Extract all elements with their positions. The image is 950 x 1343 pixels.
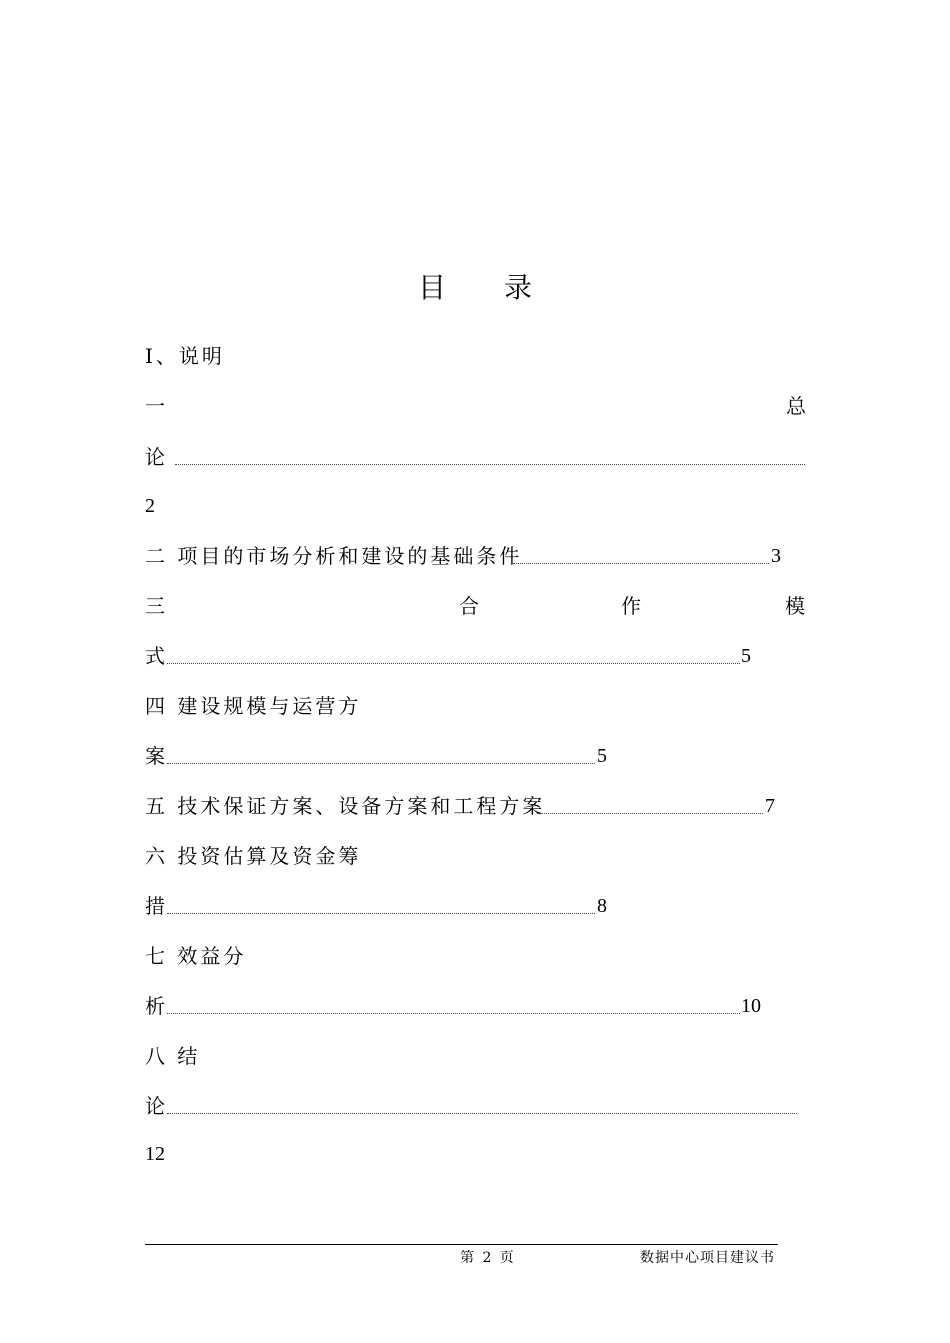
- toc-item-2[interactable]: [145, 542, 806, 570]
- toc-title: 目录: [417, 271, 590, 304]
- toc-item-3-page: 5: [741, 645, 751, 667]
- toc-item-3-row-b[interactable]: [145, 642, 806, 670]
- toc-item-1-row-b[interactable]: [145, 443, 806, 471]
- toc-item-8-tail: 论: [145, 1094, 165, 1118]
- toc-item-6-page: 8: [597, 895, 607, 917]
- toc-item-1-row-a[interactable]: [145, 392, 806, 420]
- toc-item-4-row-b[interactable]: [145, 742, 806, 770]
- toc-item-3-tail: 式: [145, 644, 165, 668]
- toc-item-6-tail: 措: [145, 894, 165, 918]
- toc-item-5-text: 五 技术保证方案、设备方案和工程方案: [145, 794, 546, 818]
- toc-item-2-text: 二 项目的市场分析和建设的基础条件: [145, 544, 523, 568]
- toc-item-3-number: 三: [145, 594, 165, 618]
- toc-item-8-page: 12: [145, 1143, 165, 1165]
- toc-item-7-page: 10: [741, 995, 761, 1017]
- toc-item-8-leader: [167, 1113, 797, 1114]
- toc-item-4-leader: [167, 763, 595, 764]
- toc-item-5-leader: [537, 813, 763, 814]
- toc-item-5-page: 7: [765, 795, 775, 817]
- toc-item-3-word-3: 模: [785, 594, 805, 618]
- toc-item-7-tail: 析: [145, 994, 165, 1018]
- toc-item-1-tail: 论: [145, 445, 165, 469]
- footer-page-number: 第 2 页: [460, 1250, 516, 1266]
- toc-item-7-text: 七 效益分: [145, 944, 247, 968]
- toc-item-5[interactable]: [145, 792, 806, 820]
- footer-document-title: 数据中心项目建议书: [640, 1250, 775, 1266]
- toc-item-7-row-a[interactable]: [145, 942, 246, 970]
- toc-item-2-page: 3: [771, 545, 781, 567]
- toc-item-8-row-a[interactable]: [145, 1042, 200, 1070]
- toc-item-6-text: 六 投资估算及资金筹: [145, 844, 362, 868]
- toc-item-2-leader: [513, 563, 769, 564]
- toc-item-6-row-a[interactable]: [145, 842, 361, 870]
- toc-item-7-leader: [167, 1013, 740, 1014]
- toc-item-4-page: 5: [597, 745, 607, 767]
- toc-item-1-leader: [175, 464, 805, 465]
- toc-item-6-row-b[interactable]: [145, 892, 806, 920]
- footer-rule: [145, 1244, 778, 1245]
- toc-item-6-leader: [167, 913, 595, 914]
- toc-item-8-row-b[interactable]: [145, 1092, 806, 1120]
- toc-item-1-head: 总: [786, 394, 806, 418]
- toc-item-4-text: 四 建设规模与运营方: [145, 694, 362, 718]
- toc-item-8-text: 八 结: [145, 1044, 201, 1068]
- toc-item-3-leader: [167, 663, 740, 664]
- section-label: Ⅰ、说明: [145, 344, 225, 368]
- toc-item-3-word-2: 作: [621, 594, 641, 618]
- toc-item-1-number: 一: [145, 394, 165, 418]
- toc-item-3-word-1: 合: [459, 594, 479, 618]
- toc-item-7-row-b[interactable]: [145, 992, 806, 1020]
- toc-item-3-row-a[interactable]: [145, 592, 806, 620]
- toc-item-1-page: 2: [145, 495, 155, 517]
- toc-item-4-tail: 案: [145, 744, 165, 768]
- toc-item-4-row-a[interactable]: [145, 692, 361, 720]
